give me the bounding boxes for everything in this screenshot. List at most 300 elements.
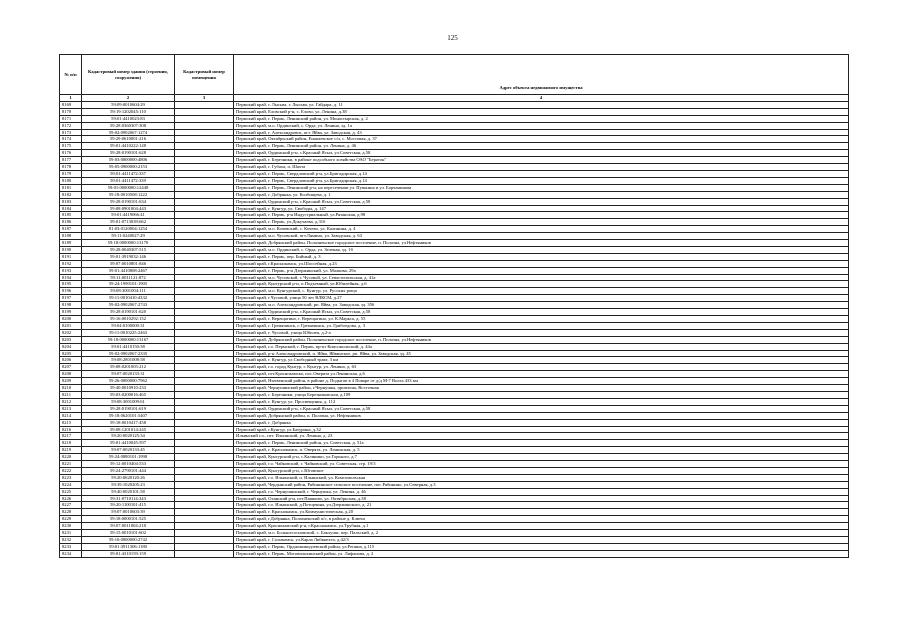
row-number-cell: 8232 bbox=[60, 537, 82, 544]
property-address-cell: Пермский край, г.о. Ильинский, п. Ильинский, ул. Комсомольская bbox=[234, 474, 849, 481]
table-row bbox=[60, 136, 849, 143]
room-cadastral-number-cell bbox=[175, 309, 234, 316]
table-row bbox=[60, 219, 849, 226]
table-row bbox=[60, 336, 849, 343]
room-cadastral-number-cell bbox=[175, 364, 234, 371]
building-cadastral-number-cell: 59:11:0011121:872 bbox=[82, 274, 175, 281]
room-cadastral-number-cell bbox=[175, 481, 234, 488]
table-row bbox=[60, 226, 849, 233]
table-row bbox=[60, 274, 849, 281]
building-cadastral-number-cell: 59:01:4411472:337 bbox=[82, 170, 175, 177]
room-cadastral-number-cell bbox=[175, 378, 234, 385]
building-cadastral-number-cell: 59:18:0000000:13167 bbox=[82, 336, 175, 343]
property-address-cell: Пермский край, г.о. город Кунгур, г. Кунгур, ул. Ленина, д. 63 bbox=[234, 364, 849, 371]
property-address-cell: Пермский край, пгт.Краснокамска, пос.Оверята ул.Ленинская, д.6 bbox=[234, 371, 849, 378]
room-cadastral-number-cell bbox=[175, 212, 234, 219]
room-cadastral-number-cell bbox=[175, 516, 234, 523]
building-cadastral-number-cell: 59:07:0011004:218 bbox=[82, 523, 175, 530]
property-address-cell: Пермский край, м.о. Кочевский, с. Кочево, ул. Калинина, д. 4 bbox=[234, 226, 849, 233]
table-row bbox=[60, 405, 849, 412]
room-cadastral-number-cell bbox=[175, 122, 234, 129]
property-address-cell: Пермский край, Добрянский район, Полазненское городское поселение, п. Полазна, ул.Нефтяников bbox=[234, 336, 849, 343]
building-cadastral-number-cell: 59:18:0010508:1222 bbox=[82, 191, 175, 198]
room-cadastral-number-cell bbox=[175, 440, 234, 447]
table-row bbox=[60, 467, 849, 474]
building-cadastral-number-cell: 59:01:0000000:12448 bbox=[82, 184, 175, 191]
room-cadastral-number-cell bbox=[175, 233, 234, 240]
table-row bbox=[60, 509, 849, 516]
property-address-cell: Пермский край, Ординский р-н, с.Красный Ясыл, ул.Советская, д.58 bbox=[234, 309, 849, 316]
building-cadastral-number-cell: 59:24:2790101:444 bbox=[82, 467, 175, 474]
building-cadastral-number-cell: 59:01:4410808:2467 bbox=[82, 267, 175, 274]
table-row bbox=[60, 302, 849, 309]
row-number-cell: 8180 bbox=[60, 177, 82, 184]
property-address-cell: Пермский край, Нытвенский район, в районе д. Подыгап в 4 Поваре от д/д М-7 Волга 433 км bbox=[234, 378, 849, 385]
room-cadastral-number-cell bbox=[175, 385, 234, 392]
table-row bbox=[60, 281, 849, 288]
row-number-cell: 8187 bbox=[60, 226, 82, 233]
room-cadastral-number-cell bbox=[175, 240, 234, 247]
building-cadastral-number-cell: 81:03:0120004:1254 bbox=[82, 226, 175, 233]
table-row bbox=[60, 212, 849, 219]
building-cadastral-number-cell: 59:11:0010225:2463 bbox=[82, 329, 175, 336]
building-cadastral-number-cell: 59:02:0902067:2335 bbox=[82, 350, 175, 357]
row-number-cell: 8170 bbox=[60, 108, 82, 115]
building-cadastral-number-cell: 59:26:0000000:7962 bbox=[82, 378, 175, 385]
row-number-cell: 8210 bbox=[60, 385, 82, 392]
room-cadastral-number-cell bbox=[175, 419, 234, 426]
room-cadastral-number-cell bbox=[175, 502, 234, 509]
table-row bbox=[60, 177, 849, 184]
table-row bbox=[60, 398, 849, 405]
property-address-cell: Пермский край, г. Пермь, Ленинский р-н, на пересечении ул. Пушкина и ул. Борчанинова bbox=[234, 184, 849, 191]
column-number-3: 3 bbox=[175, 95, 234, 102]
row-number-cell: 8201 bbox=[60, 322, 82, 329]
row-number-cell: 8169 bbox=[60, 101, 82, 108]
row-number-cell: 8185 bbox=[60, 212, 82, 219]
table-row bbox=[60, 419, 849, 426]
row-number-cell: 8188 bbox=[60, 233, 82, 240]
building-cadastral-number-cell: 59:18:0000101:525 bbox=[82, 516, 175, 523]
room-cadastral-number-cell bbox=[175, 302, 234, 309]
table-row bbox=[60, 143, 849, 150]
table-row bbox=[60, 205, 849, 212]
row-number-cell: 8179 bbox=[60, 170, 82, 177]
property-address-cell: Пермский край, г. Пермь, Орджоникидзевский район, ул.Репина, д.115 bbox=[234, 543, 849, 550]
building-cadastral-number-cell: 59:02:0902067:1274 bbox=[82, 129, 175, 136]
room-cadastral-number-cell bbox=[175, 316, 234, 323]
property-address-cell: Пермский край, Оханский р-н, пгт.Пашково, ул. Октябрьская, д.38 bbox=[234, 495, 849, 502]
table-row bbox=[60, 122, 849, 129]
row-number-cell: 8190 bbox=[60, 246, 82, 253]
room-cadastral-number-cell bbox=[175, 537, 234, 544]
property-address-cell: Пермский край, Еловский р-н, с. Елово, ул. Ленина, д.38 bbox=[234, 108, 849, 115]
property-address-cell: Пермский край, Кунгурский р-н, с.Калинино, ул.Горького, д.7 bbox=[234, 454, 849, 461]
row-number-cell: 8206 bbox=[60, 357, 82, 364]
row-number-cell: 8234 bbox=[60, 550, 82, 557]
table-row bbox=[60, 295, 849, 302]
property-address-cell: Пермский край, г. Лысьва, г. Лысьва, ул. Гайдара, д. 11 bbox=[234, 101, 849, 108]
table-row bbox=[60, 233, 849, 240]
room-cadastral-number-cell bbox=[175, 260, 234, 267]
property-address-cell: Пермский край, г. Губаха, п. Шахта bbox=[234, 164, 849, 171]
property-address-cell: Пермский край, г. Верещагино, г. Верещагино, ул. К.Маркса, д. 55 bbox=[234, 316, 849, 323]
property-registry-table bbox=[59, 54, 849, 558]
building-cadastral-number-cell: 59:01:4410045:597 bbox=[82, 440, 175, 447]
property-address-cell: Пермский край, г.о. Чайковский, г. Чайковский, ул. Советская, стр. 19/3 bbox=[234, 461, 849, 468]
room-cadastral-number-cell bbox=[175, 108, 234, 115]
building-cadastral-number-cell: 59:28:0190101:634 bbox=[82, 198, 175, 205]
property-address-cell: Пермский край, Ординский р-н, с.Красный Ясыл, ул.Советская, д.58 bbox=[234, 150, 849, 157]
room-cadastral-number-cell bbox=[175, 115, 234, 122]
building-cadastral-number-cell: 59:24:1990101:1905 bbox=[82, 281, 175, 288]
room-cadastral-number-cell bbox=[175, 157, 234, 164]
room-cadastral-number-cell bbox=[175, 253, 234, 260]
room-cadastral-number-cell bbox=[175, 170, 234, 177]
room-cadastral-number-cell bbox=[175, 191, 234, 198]
table-row bbox=[60, 115, 849, 122]
row-number-cell: 8226 bbox=[60, 495, 82, 502]
room-cadastral-number-cell bbox=[175, 129, 234, 136]
row-number-cell: 8199 bbox=[60, 309, 82, 316]
property-address-cell: Пермский край, Чернушинский район, г.Чернушка, промзона, Восточная bbox=[234, 385, 849, 392]
page-number: 125 bbox=[447, 34, 458, 42]
property-address-cell: Пермский край, м.о. Александровский, рп. Яйва, ул. Заводская, зд. 356 bbox=[234, 302, 849, 309]
property-address-cell: Пермский край, Краснокамский р-н, г.Краснокамск, ул.Трубная, д.1 bbox=[234, 523, 849, 530]
property-address-cell: Пермский край, Добрянский район, п. Полазна, ул. Нефтяников bbox=[234, 412, 849, 419]
row-number-cell: 8221 bbox=[60, 461, 82, 468]
building-cadastral-number-cell: 59:31:0710114:343 bbox=[82, 495, 175, 502]
building-cadastral-number-cell: 59:01:4410222:148 bbox=[82, 143, 175, 150]
property-address-cell: Пермский край, г. Пермь, Ленинский район, ул. Советская, д. 51а bbox=[234, 440, 849, 447]
building-cadastral-number-cell: 59:08:3001009:61 bbox=[82, 398, 175, 405]
building-cadastral-number-cell: 59:01:4411472:339 bbox=[82, 177, 175, 184]
room-cadastral-number-cell bbox=[175, 488, 234, 495]
room-cadastral-number-cell bbox=[175, 474, 234, 481]
room-cadastral-number-cell bbox=[175, 371, 234, 378]
building-cadastral-number-cell: 59:12:0010404:533 bbox=[82, 461, 175, 468]
building-cadastral-number-cell: 59:10:0000000:2742 bbox=[82, 537, 175, 544]
room-cadastral-number-cell bbox=[175, 136, 234, 143]
property-address-cell: Пермский край, г.Чусовой, улица 50 лет ВЛКСМ, д.27 bbox=[234, 295, 849, 302]
property-address-cell: Пермский край, г. Пермь, Мотовилихинский район, ул. Лифанова, д. 2 bbox=[234, 550, 849, 557]
header-row-number: № п/п bbox=[60, 55, 82, 95]
room-cadastral-number-cell bbox=[175, 447, 234, 454]
table-row bbox=[60, 530, 849, 537]
row-number-cell: 8219 bbox=[60, 447, 82, 454]
table-row bbox=[60, 543, 849, 550]
row-number-cell: 8186 bbox=[60, 219, 82, 226]
row-number-cell: 8202 bbox=[60, 329, 82, 336]
property-address-cell: Пермский край, г. Александровск, пгт. Яйва, ул. Заводская, д. 43 bbox=[234, 129, 849, 136]
row-number-cell: 8233 bbox=[60, 543, 82, 550]
room-cadastral-number-cell bbox=[175, 454, 234, 461]
table-row bbox=[60, 440, 849, 447]
room-cadastral-number-cell bbox=[175, 398, 234, 405]
property-address-cell: Пермский край, г. Краснокамск, ул.Коммунистическая, д.20 bbox=[234, 509, 849, 516]
table-row bbox=[60, 385, 849, 392]
building-cadastral-number-cell: 59:07:0020133:45 bbox=[82, 447, 175, 454]
property-address-cell: Пермский край, г. Добрянка, ул. Колбищева, д. 1 bbox=[234, 191, 849, 198]
row-number-cell: 8205 bbox=[60, 350, 82, 357]
table-row bbox=[60, 516, 849, 523]
property-address-cell: Ильинский г.о., пгт. Ильинский, ул. Ленина, д. 23 bbox=[234, 433, 849, 440]
table-row bbox=[60, 329, 849, 336]
room-cadastral-number-cell bbox=[175, 219, 234, 226]
building-cadastral-number-cell: 59:09:0010604:29 bbox=[82, 101, 175, 108]
table-row bbox=[60, 267, 849, 274]
building-cadastral-number-cell: 59:01:0713039:662 bbox=[82, 219, 175, 226]
row-number-cell: 8174 bbox=[60, 136, 82, 143]
property-address-cell: Пермский край, г.о. Ильинский, д.Поторчина, ул.Дзержинского, д. 21 bbox=[234, 502, 849, 509]
property-address-cell: Пермский край, г. Кунгур, ул. Просвещения, д. 112 bbox=[234, 398, 849, 405]
table-row bbox=[60, 198, 849, 205]
room-cadastral-number-cell bbox=[175, 288, 234, 295]
table-row bbox=[60, 523, 849, 530]
table-header bbox=[60, 55, 849, 102]
row-number-cell: 8216 bbox=[60, 426, 82, 433]
building-cadastral-number-cell: 59:04:0100000:31 bbox=[82, 322, 175, 329]
row-number-cell: 8193 bbox=[60, 267, 82, 274]
property-address-cell: Пермский край, г. Пермь, Ленинский район, ул. Ленина, д. 46 bbox=[234, 143, 849, 150]
table-row bbox=[60, 454, 849, 461]
table-row bbox=[60, 426, 849, 433]
property-address-cell: Пермский край, г.о. Чернушинский, г. Чернушка, ул. Ленина, д. 46 bbox=[234, 488, 849, 495]
table-row bbox=[60, 108, 849, 115]
building-cadastral-number-cell: 59:40:0010910:233 bbox=[82, 385, 175, 392]
building-cadastral-number-cell: 59:03:0000000:4806 bbox=[82, 157, 175, 164]
table-row bbox=[60, 129, 849, 136]
table-row bbox=[60, 461, 849, 468]
building-cadastral-number-cell: 59:01:3919032:146 bbox=[82, 253, 175, 260]
table-row bbox=[60, 184, 849, 191]
building-cadastral-number-cell: 59:01:4419066:41 bbox=[82, 212, 175, 219]
row-number-cell: 8212 bbox=[60, 398, 82, 405]
table-row bbox=[60, 537, 849, 544]
room-cadastral-number-cell bbox=[175, 198, 234, 205]
room-cadastral-number-cell bbox=[175, 143, 234, 150]
table-row bbox=[60, 391, 849, 398]
table-row bbox=[60, 240, 849, 247]
property-address-cell: Пермский край, г. Пермь, Ленинский район, ул. Монастырская, д. 2 bbox=[234, 115, 849, 122]
row-number-cell: 8209 bbox=[60, 378, 82, 385]
table-row bbox=[60, 343, 849, 350]
property-address-cell: Пермский край, г.о. Пермский, г. Пермь, пр-кт Комсомольский, д. 44а bbox=[234, 343, 849, 350]
table-row bbox=[60, 371, 849, 378]
room-cadastral-number-cell bbox=[175, 246, 234, 253]
property-address-cell: Пермский край, г.Краснокамск, ул.Шоссейная, д.23 bbox=[234, 260, 849, 267]
room-cadastral-number-cell bbox=[175, 550, 234, 557]
table-row bbox=[60, 502, 849, 509]
property-address-cell: Пермский край, г. Соликамск, ул.Карла Либкнехта, д.42/3 bbox=[234, 537, 849, 544]
row-number-cell: 8175 bbox=[60, 143, 82, 150]
column-number-1: 1 bbox=[60, 95, 82, 102]
row-number-cell: 8220 bbox=[60, 454, 82, 461]
table-row bbox=[60, 447, 849, 454]
row-number-cell: 8195 bbox=[60, 281, 82, 288]
building-cadastral-number-cell: 59:02:0902067:2743 bbox=[82, 302, 175, 309]
property-address-cell: Пермский край, м.о. Чусовской, г. Чусовой, ул. Севастопольская, д. 41а bbox=[234, 274, 849, 281]
table-row bbox=[60, 101, 849, 108]
property-address-cell: Пермский край, Ординский р-н, с.Красный Ясыл, ул.Советская, д.58 bbox=[234, 198, 849, 205]
property-address-cell: Пермский край, м.о. Кунгурский, с. Кунгур, ул. Русских роща bbox=[234, 288, 849, 295]
room-cadastral-number-cell bbox=[175, 322, 234, 329]
row-number-cell: 8207 bbox=[60, 364, 82, 371]
property-address-cell: Пермский край, г. Кунгур, ул. Свободы, д. 147 bbox=[234, 205, 849, 212]
room-cadastral-number-cell bbox=[175, 274, 234, 281]
building-cadastral-number-cell: 59:28:0190101:620 bbox=[82, 309, 175, 316]
room-cadastral-number-cell bbox=[175, 267, 234, 274]
property-address-cell: Пермский край, р-н Александровский, п. Яйва, Яйвинское, рп. Яйва, ул. Заводская, зд. 45 bbox=[234, 350, 849, 357]
property-address-cell: Пермский край, Октябрьский район, Енапаевское с/п, с. Мостовая, д. 37 bbox=[234, 136, 849, 143]
property-address-cell: Пермский край, Добрянский район, Полазненское городское поселение, п. Полазна, ул.Нефтяников bbox=[234, 240, 849, 247]
building-cadastral-number-cell: 59:11:0010410:4332 bbox=[82, 295, 175, 302]
table-body bbox=[60, 101, 849, 557]
row-number-cell: 8227 bbox=[60, 502, 82, 509]
table-row bbox=[60, 191, 849, 198]
building-cadastral-number-cell: 59:24:0880101:1998 bbox=[82, 454, 175, 461]
table-row bbox=[60, 378, 849, 385]
table-row bbox=[60, 309, 849, 316]
row-number-cell: 8176 bbox=[60, 150, 82, 157]
table-row bbox=[60, 253, 849, 260]
header-building-cadastral-number: Кадастровый номер здания (строения, сооружения) bbox=[82, 55, 175, 95]
room-cadastral-number-cell bbox=[175, 509, 234, 516]
room-cadastral-number-cell bbox=[175, 530, 234, 537]
building-cadastral-number-cell: 59:18:0000000:13170 bbox=[82, 240, 175, 247]
building-cadastral-number-cell: 59:18:0620101:5407 bbox=[82, 412, 175, 419]
room-cadastral-number-cell bbox=[175, 426, 234, 433]
row-number-cell: 8172 bbox=[60, 122, 82, 129]
room-cadastral-number-cell bbox=[175, 405, 234, 412]
table-row bbox=[60, 481, 849, 488]
table-row bbox=[60, 474, 849, 481]
row-number-cell: 8200 bbox=[60, 316, 82, 323]
row-number-cell: 8194 bbox=[60, 274, 82, 281]
room-cadastral-number-cell bbox=[175, 164, 234, 171]
table-row bbox=[60, 364, 849, 371]
property-address-cell: Пермский край, г. Гремячинск, г. Гремячинск, ул. Грибоедова, д. 3 bbox=[234, 322, 849, 329]
row-number-cell: 8198 bbox=[60, 302, 82, 309]
room-cadastral-number-cell bbox=[175, 295, 234, 302]
row-number-cell: 8181 bbox=[60, 184, 82, 191]
room-cadastral-number-cell bbox=[175, 357, 234, 364]
building-cadastral-number-cell: 59:28:0360307:308 bbox=[82, 122, 175, 129]
property-address-cell: Пермский край, г. Березники, в районе подсобного хозяйства ОАО "Бератон" bbox=[234, 157, 849, 164]
building-cadastral-number-cell: 59:18:0010417:458 bbox=[82, 419, 175, 426]
property-address-cell: Пермский край, г. Березники, улица Березниковская, д.109 bbox=[234, 391, 849, 398]
column-number-2: 2 bbox=[82, 95, 175, 102]
row-number-cell: 8177 bbox=[60, 157, 82, 164]
row-number-cell: 8178 bbox=[60, 164, 82, 171]
table-row bbox=[60, 157, 849, 164]
row-number-cell: 8214 bbox=[60, 412, 82, 419]
row-number-cell: 8197 bbox=[60, 295, 82, 302]
building-cadastral-number-cell: 59:11:0240027:29 bbox=[82, 233, 175, 240]
room-cadastral-number-cell bbox=[175, 543, 234, 550]
row-number-cell: 8192 bbox=[60, 260, 82, 267]
property-address-cell: Пермский край, Ординский р-н, с.Красный Ясыл, ул.Советская, д.58 bbox=[234, 405, 849, 412]
property-address-cell: Пермский край, г.Добрянка, Полазненский п/с, в районе д. Ключи bbox=[234, 516, 849, 523]
room-cadastral-number-cell bbox=[175, 467, 234, 474]
row-number-cell: 8191 bbox=[60, 253, 82, 260]
row-number-cell: 8173 bbox=[60, 129, 82, 136]
property-address-cell: Пермский край, Чердынский район, Рябининское сельское поселение, пос.Рябинино, ул.Северная, д.3 bbox=[234, 481, 849, 488]
room-cadastral-number-cell bbox=[175, 101, 234, 108]
room-cadastral-number-cell bbox=[175, 412, 234, 419]
table-row bbox=[60, 550, 849, 557]
table-row bbox=[60, 433, 849, 440]
property-address-cell: Пермский край, г. Пермь, пер. Бийный, д. 3 bbox=[234, 253, 849, 260]
building-cadastral-number-cell: 59:07:0010603:39 bbox=[82, 509, 175, 516]
building-cadastral-number-cell: 59:05:0900000:2153 bbox=[82, 164, 175, 171]
table-row bbox=[60, 357, 849, 364]
room-cadastral-number-cell bbox=[175, 391, 234, 398]
room-cadastral-number-cell bbox=[175, 205, 234, 212]
row-number-cell: 8230 bbox=[60, 523, 82, 530]
property-address-cell: Пермский край, г. Пермь, ул.Докучаева, д.31б bbox=[234, 219, 849, 226]
row-number-cell: 8229 bbox=[60, 516, 82, 523]
row-number-cell: 8211 bbox=[60, 391, 82, 398]
row-number-cell: 8189 bbox=[60, 240, 82, 247]
room-cadastral-number-cell bbox=[175, 495, 234, 502]
property-address-cell: Пермский край, г. Пермь, Свердловский р-н, ул.Бригадирская, д.14 bbox=[234, 177, 849, 184]
building-cadastral-number-cell: 59:28:0040307:515 bbox=[82, 246, 175, 253]
room-cadastral-number-cell bbox=[175, 184, 234, 191]
building-cadastral-number-cell: 59:08:0201005:212 bbox=[82, 364, 175, 371]
property-address-cell: Пермский край, г. Пермь, Свердловский р-н, ул.Бригадирская, д.14 bbox=[234, 170, 849, 177]
property-address-cell: Пермский край, г. Краснокамск, п. Оверята, ул. Ленинская, д. 5 bbox=[234, 447, 849, 454]
row-number-cell: 8217 bbox=[60, 433, 82, 440]
header-property-address: Адрес объекта недвижимого имущества bbox=[234, 55, 849, 95]
property-address-cell: Пермский край, м.о. Ординский, с. Орда, ул. Ленина, зд. 1а bbox=[234, 122, 849, 129]
table-row bbox=[60, 316, 849, 323]
building-cadastral-number-cell: 59:03:0200016:465 bbox=[82, 391, 175, 398]
row-number-cell: 8204 bbox=[60, 343, 82, 350]
column-number-4: 4 bbox=[234, 95, 849, 102]
table-row bbox=[60, 164, 849, 171]
property-address-cell: Пермский край, г. Чусовой, улица Юбилея, д.2-а bbox=[234, 329, 849, 336]
table-row bbox=[60, 488, 849, 495]
row-number-cell: 8228 bbox=[60, 509, 82, 516]
row-number-cell: 8213 bbox=[60, 405, 82, 412]
building-cadastral-number-cell: 59:07:0020133:31 bbox=[82, 371, 175, 378]
building-cadastral-number-cell: 59:16:0010292:152 bbox=[82, 316, 175, 323]
room-cadastral-number-cell bbox=[175, 281, 234, 288]
row-number-cell: 8171 bbox=[60, 115, 82, 122]
row-number-cell: 8223 bbox=[60, 474, 82, 481]
row-number-cell: 8224 bbox=[60, 481, 82, 488]
row-number-cell: 8184 bbox=[60, 205, 82, 212]
row-number-cell: 8208 bbox=[60, 371, 82, 378]
row-number-cell: 8196 bbox=[60, 288, 82, 295]
table-row bbox=[60, 150, 849, 157]
building-cadastral-number-cell: 59:01:4410023:83 bbox=[82, 115, 175, 122]
room-cadastral-number-cell bbox=[175, 461, 234, 468]
building-cadastral-number-cell: 59:01:4310159:159 bbox=[82, 550, 175, 557]
room-cadastral-number-cell bbox=[175, 329, 234, 336]
property-address-cell: Пермский край, г. Пермь, р-н Дзержинский, ул. Малкова, 29а bbox=[234, 267, 849, 274]
row-number-cell: 8203 bbox=[60, 336, 82, 343]
room-cadastral-number-cell bbox=[175, 336, 234, 343]
property-address-cell: Пермский край, Кунгурский р-н, с.Юговское bbox=[234, 467, 849, 474]
building-cadastral-number-cell: 59:28:0190101:628 bbox=[82, 150, 175, 157]
room-cadastral-number-cell bbox=[175, 150, 234, 157]
property-address-cell: Пермский край, г. Добрянка bbox=[234, 419, 849, 426]
building-cadastral-number-cell: 59:20:0020125:34 bbox=[82, 433, 175, 440]
table-row bbox=[60, 260, 849, 267]
building-cadastral-number-cell: 59:07:0010801:846 bbox=[82, 260, 175, 267]
